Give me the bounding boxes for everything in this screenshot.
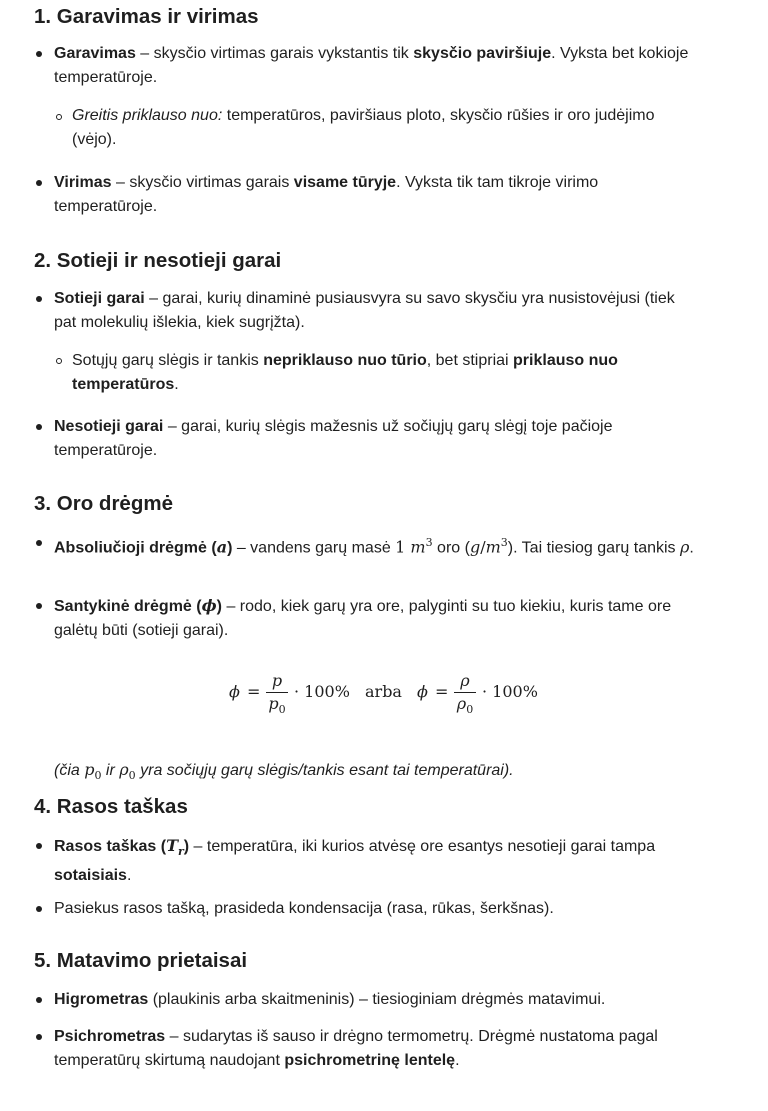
formula-percent-2: · 100% bbox=[482, 682, 538, 701]
bullet-icon bbox=[36, 540, 42, 546]
list-item-slegis: Sotųjų garų slėgis ir tankis nepriklauso nuo tūrio, bet stipriai priklauso nuo temperatūros. bbox=[72, 352, 618, 393]
bullet-icon bbox=[36, 296, 42, 302]
bullet-icon bbox=[36, 1034, 42, 1040]
list-item-absoliucioji: Absoliučioji drėgmė (a) – vandens garų masė 1 $m^3$ oro $(g/m^3)$. Tai tiesiog garų tankis ρ. bbox=[54, 536, 694, 557]
bullet-icon bbox=[36, 906, 42, 912]
list-item-rasos-taskas: Rasos taškas $(T_r)$ – temperatūra, iki kurios atvėsę ore esantys nesotieji garai tampa sotaisiais. bbox=[54, 836, 656, 885]
list-item-greitis: Greitis priklauso nuo: temperatūros, paviršiaus ploto, skysčio rūšies ir oro judėjimo (vėjo). bbox=[72, 107, 655, 148]
section-heading-3: 3. Oro drėgmė bbox=[34, 492, 173, 515]
section-heading-5: 5. Matavimo prietaisai bbox=[34, 949, 248, 972]
formula-equals-2: = bbox=[435, 682, 449, 701]
section-heading-2: 2. Sotieji ir nesotieji garai bbox=[34, 249, 282, 272]
list-item-psichrometras: Psichrometras – sudarytas iš sauso ir drėgno termometrų. Drėgmė nustatoma pagal temperatūrų skirtumą naudojant psichrometrinę lentelę. bbox=[54, 1028, 658, 1069]
bullet-icon bbox=[36, 997, 42, 1003]
sub-bullet-icon bbox=[56, 114, 62, 120]
list-item-kondensacija: Pasiekus rasos tašką, prasideda kondensacija (rasa, rūkas, šerkšnas). bbox=[54, 900, 554, 917]
formula-equals: = bbox=[247, 682, 261, 701]
list-item-sotieji: Sotieji garai – garai, kurių dinaminė pusiausvyra su savo skysčiu yra nusistovėjusi (tiek pat molekulių išlekia, kiek sugrįžta). bbox=[54, 290, 675, 331]
list-item-garavimas: Garavimas – skysčio virtimas garais vykstantis tik skysčio paviršiuje. Vyksta bet kokioje temperatūroje. bbox=[54, 45, 689, 86]
humidity-formula bbox=[0, 672, 768, 720]
bullet-icon bbox=[36, 843, 42, 849]
list-item-virimas: Virimas – skysčio virtimas garais visame tūryje. Vyksta tik tam tikroje virimo temperatūroje. bbox=[54, 174, 599, 215]
sub-bullet-icon bbox=[56, 358, 62, 364]
fraction-pressure: p $p_0$ bbox=[266, 672, 288, 719]
list-item-higrometras: Higrometras (plaukinis arba skaitmeninis) – tiesioginiam drėgmės matavimui. bbox=[54, 991, 606, 1008]
fraction-density: ρ $\rho_0$ bbox=[454, 672, 476, 719]
bullet-icon bbox=[36, 424, 42, 430]
formula-percent-1: · 100% bbox=[294, 682, 350, 701]
formula-phi: ϕ bbox=[229, 682, 240, 701]
formula-or: arba bbox=[365, 682, 402, 701]
list-item-santykine: Santykinė drėgmė (ϕ) – rodo, kiek garų yra ore, palyginti su tuo kiekiu, kuris tame ore galėtų būti (sotieji garai). bbox=[54, 596, 672, 639]
bullet-icon bbox=[36, 603, 42, 609]
list-item-nesotieji: Nesotieji garai – garai, kurių slėgis mažesnis už sočiųjų garų slėgį toje pačioje temperatūroje. bbox=[54, 418, 613, 459]
formula-phi-2: ϕ bbox=[417, 682, 428, 701]
section-heading-4: 4. Rasos taškas bbox=[34, 795, 188, 818]
section-heading-1: 1. Garavimas ir virimas bbox=[34, 5, 259, 28]
bullet-icon bbox=[36, 180, 42, 186]
bullet-icon bbox=[36, 51, 42, 57]
formula-note: (čia $p_0$ ir $\rho_0$ yra sočiųjų garų slėgis/tankis esant tai temperatūrai). bbox=[54, 760, 514, 783]
